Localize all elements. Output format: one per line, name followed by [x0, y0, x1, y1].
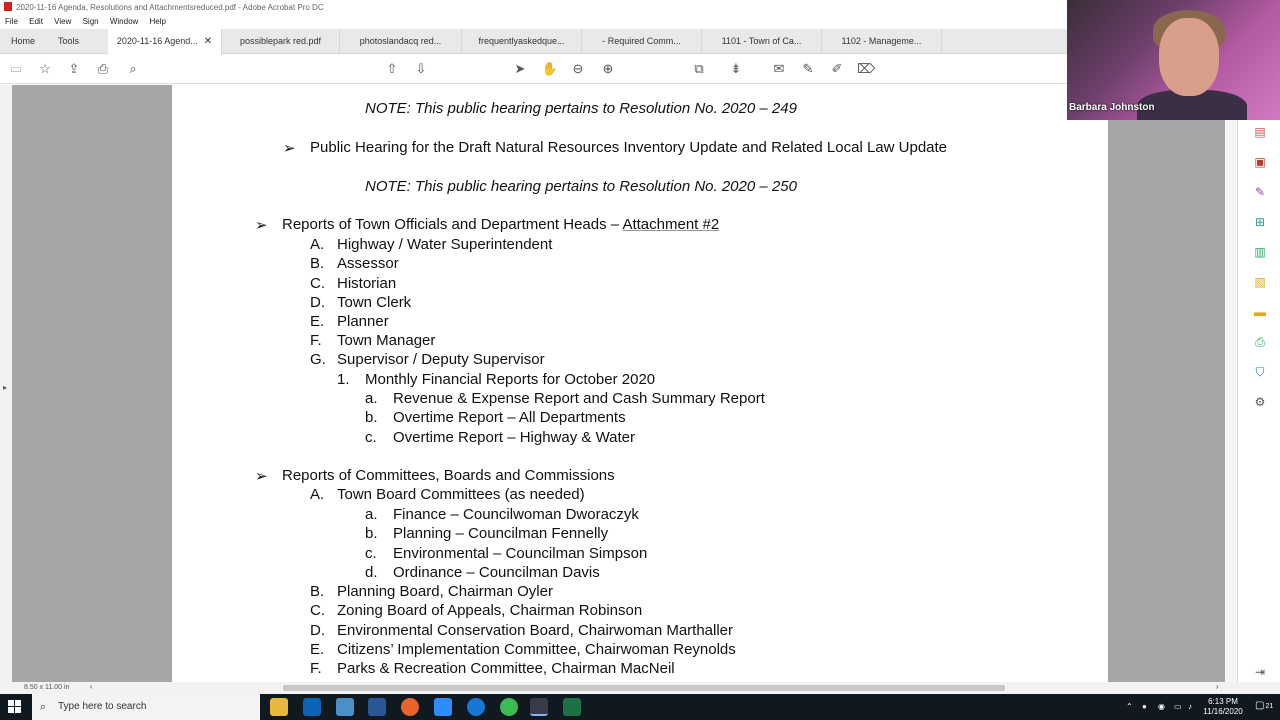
note-resolution-250: NOTE: This public hearing pertains to Resolution No. 2020 – 250	[365, 178, 797, 195]
webcam-person-face	[1159, 18, 1219, 96]
more-tools-icon[interactable]: ⚙	[1254, 395, 1266, 409]
search-icon[interactable]: ⌕	[129, 61, 137, 76]
expand-left-pane-icon[interactable]: ▸	[3, 383, 8, 392]
scroll-right-icon[interactable]: ›	[1216, 684, 1219, 691]
report-item: Revenue & Expense Report and Cash Summary Report	[393, 390, 765, 407]
upload-icon[interactable]: ⇪	[68, 61, 80, 76]
pdf-page	[172, 85, 1108, 682]
next-page-icon[interactable]: ⇩	[415, 61, 427, 76]
show-hidden-icons-icon[interactable]: ⌃	[1126, 702, 1133, 711]
report-letter: c.	[365, 429, 377, 446]
official-letter: C.	[310, 275, 325, 292]
official-letter: E.	[310, 313, 325, 330]
subcommittee-item: Environmental – Councilman Simpson	[393, 545, 648, 562]
public-hearing-item: Public Hearing for the Draft Natural Resources Inventory Update and Related Local Law Update	[310, 139, 948, 156]
reports-heading	[282, 216, 719, 233]
board-item: Parks & Recreation Committee, Chairman MacNeil	[337, 660, 675, 677]
tab-doc-active-label: 2020-11-16 Agend...	[116, 36, 198, 46]
report-letter: a.	[365, 390, 378, 407]
protect-icon[interactable]: ⛉	[1255, 365, 1265, 379]
menu-window[interactable]: Window	[109, 17, 139, 26]
tab-doc[interactable]: frequentlyaskedque...	[462, 29, 582, 54]
share-icon[interactable]: ⌦	[857, 61, 876, 76]
official-letter: F.	[310, 332, 322, 349]
previous-page-icon[interactable]: ⇧	[386, 61, 398, 76]
page-fit-icon[interactable]: ⧉	[694, 61, 704, 76]
official-item: Town Manager	[337, 332, 436, 349]
microphone-icon[interactable]: ●	[1142, 702, 1147, 711]
outlook-icon[interactable]	[303, 698, 321, 716]
hand-tool-icon[interactable]: ✋	[541, 61, 559, 76]
board-letter: F.	[310, 660, 322, 677]
export-pdf-icon[interactable]: ▤	[1254, 125, 1266, 139]
scroll-left-icon[interactable]: ‹	[90, 684, 93, 691]
tab-doc[interactable]: 1102 - Manageme...	[822, 29, 942, 54]
tab-doc-active[interactable]	[108, 29, 222, 55]
attachment-link[interactable]: Attachment #2	[622, 216, 720, 233]
organize-pages-icon[interactable]: ▥	[1254, 245, 1266, 259]
board-item: Planning Board, Chairman Oyler	[337, 583, 553, 600]
committee-letter: A.	[310, 486, 325, 503]
tab-doc[interactable]: - Required Comm...	[582, 29, 702, 54]
search-icon: ⌕	[40, 701, 47, 713]
official-letter: B.	[310, 255, 325, 272]
left-pane[interactable]	[0, 85, 12, 682]
volume-icon[interactable]: ♪	[1188, 702, 1192, 711]
zoom-in-icon[interactable]: ⊕	[602, 61, 614, 76]
bookmark-star-icon[interactable]: ☆	[39, 61, 51, 76]
committees-heading: Reports of Committees, Boards and Commissions	[282, 467, 615, 484]
subcommittee-letter: a.	[365, 506, 378, 523]
firefox-icon[interactable]	[401, 698, 419, 716]
menu-sign[interactable]: Sign	[82, 17, 99, 26]
board-letter: E.	[310, 641, 325, 658]
request-signatures-icon[interactable]: ▧	[1254, 275, 1266, 289]
bullet-arrow-icon: ➢	[255, 217, 268, 234]
official-item: Town Clerk	[337, 294, 412, 311]
comment-tool-icon[interactable]: ▬	[1254, 305, 1266, 319]
tab-home[interactable]: Home	[11, 36, 36, 46]
board-letter: C.	[310, 602, 325, 619]
combine-files-icon[interactable]: ⊞	[1254, 215, 1266, 229]
save-icon[interactable]: ▭	[9, 61, 23, 76]
acrobat-taskbar-icon[interactable]	[530, 698, 548, 716]
scan-ocr-icon[interactable]: ⎙	[1255, 335, 1265, 349]
menu-edit[interactable]: Edit	[29, 17, 43, 26]
board-letter: B.	[310, 583, 325, 600]
note-resolution-249: NOTE: This public hearing pertains to Resolution No. 2020 – 249	[365, 100, 797, 117]
official-item: Assessor	[337, 255, 399, 272]
draw-icon[interactable]: ✐	[831, 61, 843, 76]
monthly-number: 1.	[337, 371, 350, 388]
notification-count: 21	[1265, 703, 1274, 710]
reports-heading-text: Reports of Town Officials and Department Heads –	[282, 216, 623, 233]
acrobat-icon	[4, 2, 12, 11]
tools-pane	[1237, 120, 1280, 682]
taskbar	[0, 694, 1280, 720]
report-item: Overtime Report – All Departments	[393, 409, 626, 426]
expand-tools-icon[interactable]: ⇥	[1254, 665, 1266, 679]
word-icon[interactable]	[368, 698, 386, 716]
official-item: Planner	[337, 313, 389, 330]
taskbar-search-placeholder: Type here to search	[58, 701, 147, 712]
official-item: Supervisor / Deputy Supervisor	[337, 351, 545, 368]
network-app-icon[interactable]	[336, 698, 354, 716]
status-bar	[0, 682, 1280, 694]
bullet-arrow-icon: ➢	[283, 140, 296, 157]
report-item: Overtime Report – Highway & Water	[393, 429, 636, 446]
subcommittee-item: Planning – Councilman Fennelly	[393, 525, 609, 542]
subcommittee-letter: d.	[365, 564, 378, 581]
vpn-icon[interactable]: ◉	[1158, 702, 1165, 711]
taskbar-search-box[interactable]	[32, 694, 260, 720]
official-item: Historian	[337, 275, 397, 292]
official-letter: G.	[310, 351, 326, 368]
network-icon[interactable]: ▭	[1174, 702, 1182, 711]
board-item: Zoning Board of Appeals, Chairman Robinson	[337, 602, 643, 619]
highlight-pen-icon[interactable]: ✎	[802, 61, 814, 76]
report-letter: b.	[365, 409, 378, 426]
clock-date: 11/16/2020	[1203, 707, 1243, 716]
close-tab-icon[interactable]: ✕	[203, 36, 213, 47]
official-letter: A.	[310, 236, 325, 253]
chrome-icon[interactable]	[500, 698, 518, 716]
tab-doc[interactable]: photoslandacq red...	[340, 29, 462, 54]
taskbar-clock[interactable]	[1198, 697, 1248, 717]
tab-doc[interactable]: possiblepark red.pdf	[222, 29, 340, 54]
subcommittee-letter: c.	[365, 545, 377, 562]
window-title: 2020-11-16 Agenda, Resolutions and Attachmentsreduced.pdf - Adobe Acrobat Pro DC	[16, 3, 324, 12]
board-letter: D.	[310, 622, 325, 639]
tab-doc[interactable]: 1101 - Town of Ca...	[702, 29, 822, 54]
notifications-icon[interactable]: ▢21	[1255, 700, 1274, 711]
zoom-out-icon[interactable]: ⊖	[572, 61, 584, 76]
official-letter: D.	[310, 294, 325, 311]
zoom-app-icon[interactable]	[434, 698, 452, 716]
excel-icon[interactable]	[563, 698, 581, 716]
comment-icon[interactable]: ✉	[773, 61, 785, 76]
edit-pdf-icon[interactable]: ✎	[1254, 185, 1266, 199]
board-item: Citizens’ Implementation Committee, Chairwoman Reynolds	[337, 641, 736, 658]
horizontal-scrollbar[interactable]	[283, 685, 1005, 691]
windows-start-icon[interactable]	[8, 700, 22, 714]
participant-name: Barbara Johnston	[1069, 102, 1155, 113]
create-pdf-icon[interactable]: ▣	[1254, 155, 1266, 169]
select-cursor-icon[interactable]: ➤	[514, 61, 526, 76]
subcommittee-item: Ordinance – Councilman Davis	[393, 564, 600, 581]
committee-item: Town Board Committees (as needed)	[337, 486, 585, 503]
scroll-mode-icon[interactable]: ⇟	[730, 61, 742, 76]
menu-file[interactable]: File	[5, 17, 18, 26]
edge-icon[interactable]	[467, 698, 485, 716]
page-size-readout: 8.50 x 11.00 in	[24, 684, 70, 691]
subcommittee-item: Finance – Councilwoman Dworaczyk	[393, 506, 639, 523]
monthly-reports-item: Monthly Financial Reports for October 2020	[365, 371, 656, 388]
bullet-arrow-icon: ➢	[255, 468, 268, 485]
menu-help[interactable]: Help	[149, 17, 166, 26]
print-icon[interactable]: ⎙	[97, 61, 109, 76]
clock-time: 6:13 PM	[1208, 697, 1238, 706]
file-explorer-icon[interactable]	[270, 698, 288, 716]
subcommittee-letter: b.	[365, 525, 378, 542]
tab-tools[interactable]: Tools	[58, 36, 80, 46]
board-item: Environmental Conservation Board, Chairwoman Marthaller	[337, 622, 734, 639]
vertical-scrollbar[interactable]	[1225, 85, 1237, 682]
official-item: Highway / Water Superintendent	[337, 236, 553, 253]
menu-view[interactable]: View	[54, 17, 72, 26]
